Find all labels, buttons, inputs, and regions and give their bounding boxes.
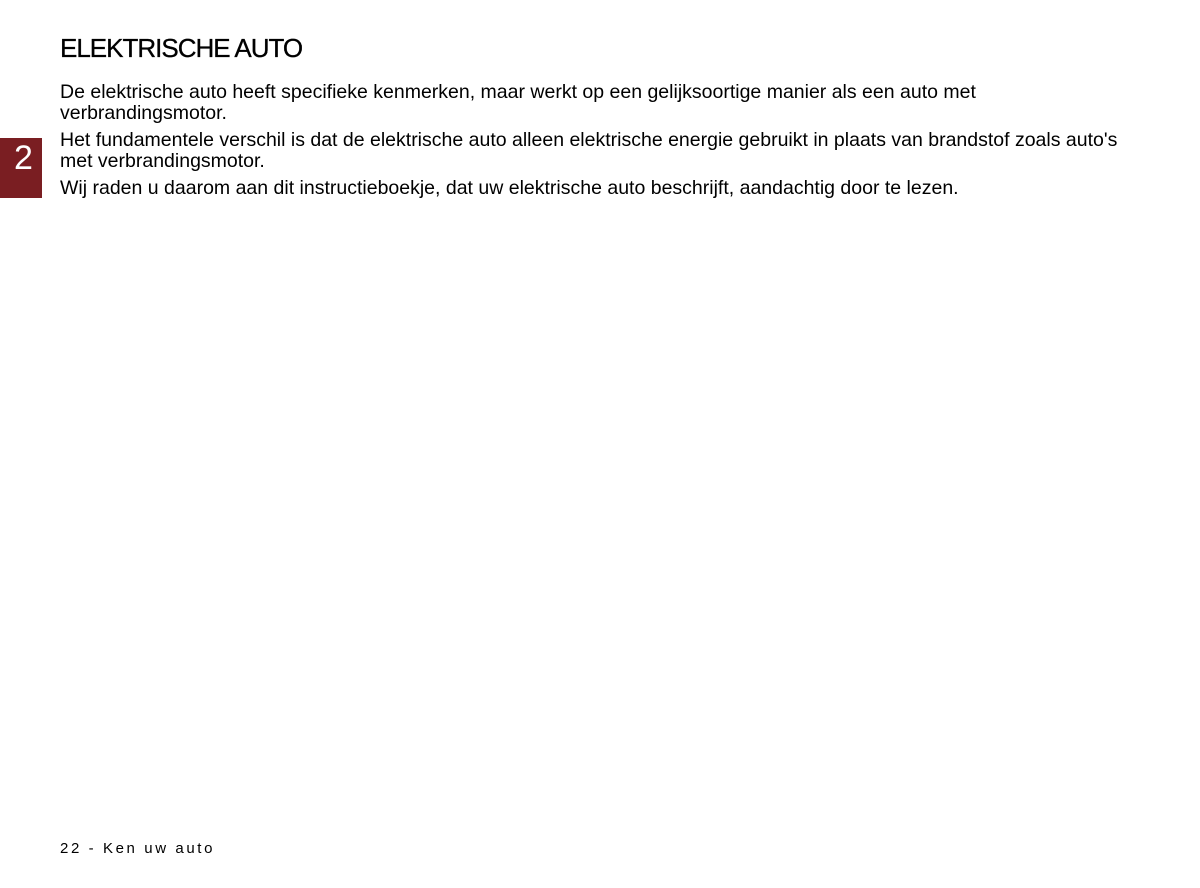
chapter-tab: 2 (0, 138, 42, 198)
body-text (60, 82, 1140, 199)
page-title: ELEKTRISCHE AUTO (60, 33, 303, 63)
recommendation-paragraph: Wij raden u daarom aan dit instructieboekje, dat uw elektrische auto beschrijft, aandachtig door te lezen. (60, 177, 959, 199)
page-footer: 22 - Ken uw auto (60, 840, 216, 857)
difference-paragraph: Het fundamentele verschil is dat de elektrische auto alleen elektrische energie gebruikt in plaats van brandstof zoals auto's met verbrandingsmotor. (60, 129, 1118, 172)
intro-paragraph: De elektrische auto heeft specifieke kenmerken, maar werkt op een gelijksoortige manier als een auto met verbrandingsmotor. (60, 81, 976, 124)
